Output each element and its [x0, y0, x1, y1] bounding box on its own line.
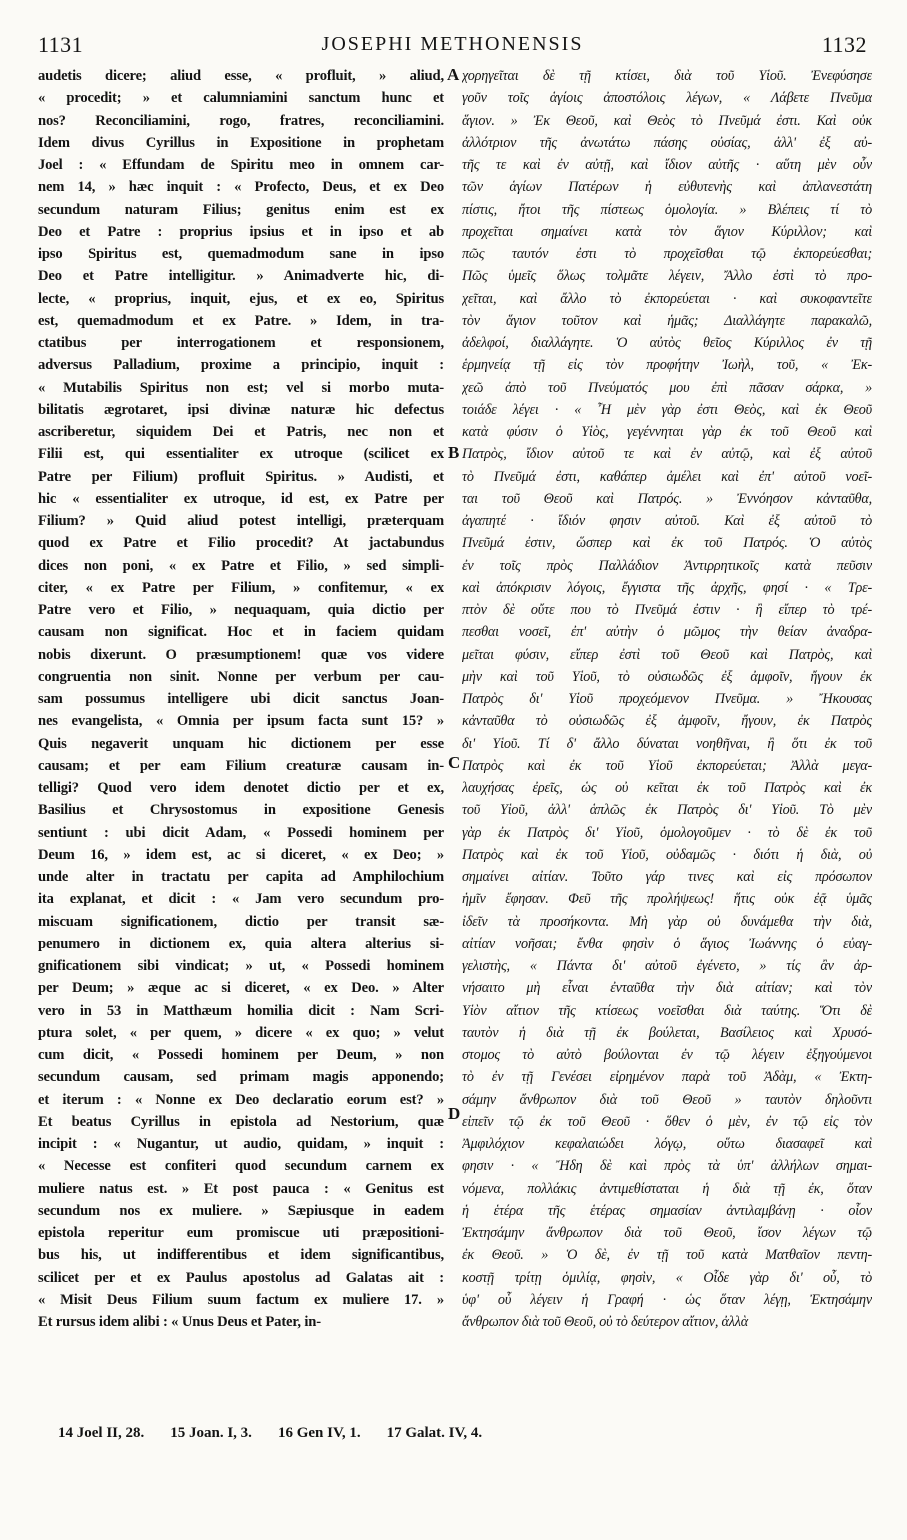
latin-text-line: nem 14, » hæc inquit : « Profecto, Deus, et ex Deo — [38, 179, 444, 196]
section-marker-a: A — [447, 65, 460, 84]
latin-text-line: bilitatis ægrotaret, ipsi divinæ naturæ hic defectus — [38, 401, 444, 418]
greek-text-line: ἐκ Θεοῦ. » Ὁ δὲ, ἐν τῇ τοῦ κατὰ Ματθαῖον πεντη- — [462, 1247, 872, 1264]
latin-text-line: epistola reperitur eum promiscue uti præpositioni- — [38, 1225, 444, 1241]
greek-text-line: τοιάδε λέγει · « Ἦ μὲν γὰρ ἐστι Θεὸς, καὶ ἐκ Θεοῦ — [462, 401, 872, 418]
latin-text-line: unde alter in tractatu per capita ad Amphilochium — [38, 869, 444, 885]
latin-text-line: nobis dixerunt. O præsumptionem! quæ vos videre — [38, 646, 444, 663]
latin-text-line: Basilius et Chrysostomus in expositione Genesis — [38, 802, 444, 819]
footnotes — [58, 1425, 618, 1442]
page-number-right: 1132 — [821, 32, 867, 57]
greek-text-line: τῆς τε καὶ ἐν αὐτῇ, καὶ ἴδιον αὐτῆς · αὕτη μὲν οὖν — [462, 157, 872, 173]
greek-text-line: μεῖται φύσιν, εἴπερ ἐστὶ τοῦ Θεοῦ καὶ Πατρὸς, καὶ — [462, 646, 872, 663]
running-header — [38, 32, 867, 60]
greek-text-line: Ἐκτησάμην ἄνθρωπον διὰ τοῦ Θεοῦ, ἴσον λέγων τῷ — [462, 1225, 872, 1241]
latin-text-line: bus his, ut indifferentibus et idem significantibus, — [38, 1247, 444, 1264]
latin-text-line: per Deum; » æque ac si diceret, « ex Deo. » Alter — [38, 980, 444, 997]
latin-text-line: ptura solet, « per quem, » dicere « ex quo; » velut — [38, 1024, 444, 1041]
greek-text-line: Πατρὸς δι' Υἱοῦ προχεόμενον Πνεῦμα. » Ἤκουσας — [462, 691, 872, 707]
latin-text-line: ita explanat, et dicit : « Jam vero secundum pro- — [38, 891, 444, 908]
greek-text-line: πίστις, ἤτοι τῆς πίστεως ὁμολογία. » Βλέπεις τί τὸ — [462, 201, 872, 218]
greek-text-line: προχεῖται σημαίνει κατὰ τὸν ἅγιον Κύριλλον; καὶ — [462, 223, 872, 240]
greek-text-line: σημαίνει αἰτίαν. Τοῦτο γάρ τινες καὶ εἰς πρόσωπον — [462, 869, 872, 885]
latin-text-line: hic « essentialiter ex utroque, id est, ex Patre per — [38, 490, 444, 507]
greek-text-line: καὶ ἀπόκρισιν λόγοις, ἔγγιστα τῆς ἀρχῆς, φησί · « Τρε- — [462, 579, 872, 596]
greek-text-line: Υἱὸν αἴτιον τῆς κτίσεως νοεῖσθαι διὰ ταύτης. Ὅτι δὲ — [462, 1002, 872, 1019]
greek-text-line: γὰρ ἐκ Πατρὸς δι' Υἱοῦ, ὁμολογοῦμεν · τὸ δὲ ἐκ τοῦ — [462, 824, 872, 841]
latin-text-line: ipso Spiritus est, quemadmodum sane in ipso — [38, 246, 444, 262]
greek-text-line: τὸν ἅγιον τοῦτον καὶ ἡμᾶς; Διαλλάγητε παρακαλῶ, — [462, 312, 872, 329]
greek-text-line: σάμην ἄνθρωπον διὰ τοῦ Θεοῦ » ταυτὸν δηλοῦντι — [462, 1091, 872, 1108]
section-marker-d: D — [448, 1104, 461, 1123]
greek-text-line: ται τοῦ Θεοῦ καὶ Πατρός. » Ἐννόησον κἀνταῦθα, — [462, 490, 872, 507]
greek-text-line: ὑφ' οὗ λέγειν ἡ Γραφή · ὡς ὅταν λέγῃ, Ἐκτησάμην — [462, 1291, 872, 1308]
latin-text-line: telligi? Quod vero idem denotet dictio per et ex, — [38, 780, 444, 796]
latin-text-line: ascriberetur, siquidem Dei et Patris, nec non et — [38, 424, 444, 440]
greek-text-line: Πατρὸς, ἴδιον αὐτοῦ τε καὶ ἐν αὐτῷ, καὶ ἐξ αὐτοῦ — [462, 446, 872, 463]
latin-text-line: est, quemadmodum et ex Patre. » Idem, in tra- — [38, 312, 444, 329]
latin-text-line: lecte, « proprius, inquit, ejus, et ex eo, Spiritus — [38, 290, 444, 307]
greek-text-line: στομος τὸ αὐτὸ βούλονται ἐν τῷ λέγειν ἐξηγούμενοι — [462, 1047, 872, 1063]
greek-text-line: πτὸν δὲ οὔτε που τὸ Πνεῦμά ἐστιν · ἢ εἴπερ τὸ τρέ- — [462, 602, 872, 618]
latin-text-line: congruentia non sinit. Nonne per verbum per cau- — [38, 668, 444, 685]
latin-text-line: Et rursus idem alibi : « Unus Deus et Pater, in- — [38, 1314, 321, 1330]
latin-text-line: adversus Palladium, proxime a principio, inquit : — [38, 357, 444, 374]
latin-text-line: causam non significat. Hoc et in faciem quidam — [38, 624, 444, 641]
latin-text-line: ctatibus per interrogationem et responsionem, — [38, 335, 444, 351]
greek-text-line: ἑρμηνείᾳ τῇ εἰς τὸν προφήτην Ἰωὴλ, τοῦ, « Ἐκ- — [462, 357, 872, 374]
greek-text-line: αἰτίαν νοῆσαι; ἔνθα φησὶν ὁ ἅγιος Ἰωάννης ὁ εὐαγ- — [462, 935, 872, 952]
latin-text-line: Et beatus Cyrillus in epistola ad Nestorium, quæ — [38, 1113, 444, 1130]
greek-column — [462, 65, 872, 1333]
latin-text-line: nos? Reconciliamini, rogo, fratres, reconciliamini. — [38, 112, 444, 129]
running-title: JOSEPHI METHONENSIS — [321, 33, 584, 55]
footnote: 15 Joan. I, 3. — [170, 1425, 252, 1441]
latin-text-line: dices non poni, « ex Patre et Filio, » sed simpli- — [38, 557, 444, 574]
latin-text-line: secundum naturam Filius; genitus enim est ex — [38, 201, 444, 218]
latin-text-line: « Misit Deus Filium suum factum ex muliere 17. » — [38, 1291, 444, 1308]
latin-text-line: Filii est, qui essentialiter ex utroque (scilicet ex — [38, 446, 444, 463]
latin-text-line: « Necesse est confiteri quod secundum carnem ex — [38, 1158, 444, 1175]
greek-text-line: λαυχήσας ἐρεῖς, ὡς οὐ κεῖται ἐκ τοῦ Πατρὸς καὶ ἐκ — [462, 780, 872, 796]
latin-text-line: Joel : « Effundam de Spiritu meo in omnem car- — [38, 157, 444, 173]
greek-text-line: ἡ ἑτέρα τῆς ἑτέρας σημασίαν ἀντιλαμβάνῃ · οἷον — [462, 1202, 872, 1219]
greek-text-line: χεῖται, καὶ ἄλλο τὸ ἐκπορεύεται · καὶ συκοφαντεῖτε — [462, 290, 872, 307]
latin-text-line: Filium? » Quid aliud potest intelligi, præterquam — [38, 513, 444, 529]
greek-text-line: ἐν τοῖς πρὸς Παλλάδιον Ἀντιρρητικοῖς κατὰ πεῦσιν — [462, 557, 872, 574]
greek-text-line: εἰπεῖν τῷ ἐκ τοῦ Θεοῦ · ὅθεν ὁ μὲν, ἐν τῷ εἰς τὸν — [462, 1113, 872, 1130]
greek-text-line: τὸ Πνεῦμά ἐστι, καθάπερ ἀμέλει καὶ ἐπ' αὐτοῦ νοεῖ- — [462, 468, 872, 485]
latin-text-line: incipit : « Nugantur, ut audio, quidam, » inquit : — [38, 1136, 444, 1152]
latin-text-line: nes evangelista, « Omnia per ipsum facta sunt 15? » — [38, 713, 444, 730]
latin-text-line: vero in 53 in Matthæum homilia dicit : Nam Scri- — [38, 1002, 444, 1019]
greek-text-line: Πῶς ὑμεῖς ὅλως τολμᾶτε λέγειν, Ἄλλο ἐστὶ τὸ προ- — [462, 268, 872, 285]
page-number-left: 1131 — [38, 32, 84, 57]
greek-text-line: δι' Υἱοῦ. Τί δ' ἄλλο δύναται νοηθῆναι, ἢ ὅτι ἐκ τοῦ — [462, 735, 872, 752]
latin-text-line: Patre vero et Filio, » nequaquam, quia dictio per — [38, 602, 444, 618]
latin-text-line: penumero in dictionem ex, quia altera alterius si- — [38, 935, 444, 952]
greek-text-line: μὴν καὶ τοῦ Υἱοῦ, τὸ οὐσιωδῶς ἐξ ἀμφοῖν, ἤγουν ἐκ — [462, 668, 872, 685]
latin-text-line: « Mutabilis Spiritus non est; vel si morbo muta- — [38, 379, 444, 396]
latin-text-line: secundum causam, sed primam magis apponendo; — [38, 1069, 444, 1086]
greek-text-line: κοστῇ τρίτῃ ὁμιλίᾳ, φησὶν, « Οἶδε γὰρ δι' οὗ, τὸ — [462, 1269, 872, 1286]
greek-text-line: Πατρὸς καὶ ἐκ τοῦ Υἱοῦ, οὐδαμῶς · διότι ἡ διὰ, οὐ — [462, 846, 872, 863]
greek-text-line: κἀνταῦθα τὸ οὐσιωδῶς ἐξ ἀμφοῖν, ἤγουν, ἐκ Πατρὸς — [462, 713, 872, 730]
latin-text-line: Deum 16, » idem est, ac si diceret, « ex Deo; » — [38, 846, 444, 863]
greek-text-line: κατὰ φύσιν ὁ Υἱὸς, γεγέννηται γὰρ ἐκ τοῦ Θεοῦ καὶ — [462, 424, 872, 440]
greek-text-line: πῶς ταυτόν ἐστι τὸ προχεῖσθαι τῷ ἐκπορεύεσθαι; — [462, 246, 872, 262]
greek-text-line: ἀγαπητέ · ἴδιόν φησιν αὐτοῦ. Καὶ ἐξ αὐτοῦ τὸ — [462, 513, 872, 529]
greek-text-line: ἰδεῖν τὰ προσήκοντα. Μὴ γὰρ οὐ δυνάμεθα τὴν διὰ, — [462, 913, 872, 930]
latin-text-line: sam possumus intelligere ubi dicit sanctus Joan- — [38, 691, 444, 707]
footnote: 17 Galat. IV, 4. — [386, 1425, 483, 1441]
latin-text-line: audetis dicere; aliud esse, « profluit, » aliud, — [38, 68, 444, 84]
greek-text-line: φησιν · « Ἤδη δὲ καὶ πρὸς τὰ ὑπ' ἀλλήλων σημαι- — [462, 1158, 872, 1175]
latin-text-line: « procedit; » et calumniamini sanctum hunc et — [38, 90, 444, 107]
footnote: 14 Joel II, 28. — [58, 1425, 145, 1441]
greek-text-line: ἅγιον. » Ἐκ Θεοῦ, καὶ Θεὸς τὸ Πνεῦμά ἐστι. Καὶ οὐκ — [462, 112, 872, 129]
greek-text-line: τῶν ἁγίων Πατέρων ἡ εὐθυτενὴς καὶ ἀπλανεστάτη — [462, 179, 872, 196]
greek-text-line: ταυτὸν ἡ διὰ τῇ ἐκ βούλεται, Βασίλειος καὶ Χρυσό- — [462, 1024, 872, 1041]
greek-text-line: Ἀμφιλόχιον κεφαλαιώδει λόγῳ, οὕτω διασαφεῖ καὶ — [462, 1136, 872, 1152]
greek-text-line: ἀδελφοί, διαλλάγητε. Ὁ αὐτὸς θεῖος Κύριλλος ἐν τῇ — [462, 335, 872, 351]
footnote: 16 Gen IV, 1. — [277, 1425, 361, 1441]
greek-text-line: ἀλλότριον τῆς ἀνωτάτω πάσης οὐσίας, ἀλλ' ἐξ αὐ- — [462, 134, 872, 151]
greek-text-line: γοῦν τοῖς ἁγίοις ἀποστόλοις λέγων, « Λάβετε Πνεῦμα — [462, 90, 872, 107]
greek-text-line: νήσαιτο μὴ εἶναι ἐνταῦθα τὴν διὰ αἰτίαν; καὶ τὸν — [462, 980, 872, 997]
latin-text-line: quod ex Patre et Filio procedit? At jactabundus — [38, 535, 444, 552]
latin-text-line: miscuam significationem, dictio per transit sæ- — [38, 913, 444, 930]
latin-column — [38, 65, 444, 1333]
greek-text-line: τοῦ Υἱοῦ, ἀλλ' ἁπλῶς ἐκ Πατρὸς δι' Υἱοῦ. Τὸ μὲν — [462, 802, 872, 819]
greek-text-line: τὸ ἐν τῇ Γενέσει εἰρημένον παρὰ τοῦ Ἀδὰμ, « Ἐκτη- — [462, 1069, 872, 1086]
latin-text-line: et iterum : « Nonne ex Deo declaratio eorum est? » — [38, 1091, 444, 1108]
latin-text-line: Idem divus Cyrillus in Expositione in prophetam — [38, 134, 444, 151]
greek-text-line: γελιστὴς, « Πάντα δι' αὐτοῦ ἐγένετο, » τίς ἂν ἀρ- — [462, 958, 872, 974]
latin-text-line: cum dicit, « Possedi hominem per Deum, » non — [38, 1047, 444, 1063]
latin-text-line: sentiunt : ubi dicit Adam, « Possedi hominem per — [38, 824, 444, 841]
greek-text-line: Πνεῦμά ἐστιν, ὥσπερ καὶ ἐκ τοῦ Πατρός. Ὁ αὐτὸς — [462, 535, 872, 552]
latin-text-line: Deo et Patre intelligitur. » Animadverte hic, di- — [38, 268, 444, 285]
latin-text-line: citer, « ex Patre per Filium, » confitemur, « ex — [38, 579, 444, 596]
greek-text-line: ἄνθρωπον διὰ τοῦ Θεοῦ, οὐ τὸ δεύτερον αἴτιον, ἀλλὰ — [462, 1314, 748, 1330]
latin-text-line: Deo et Patre : proprius ipsius et in ipso et ab — [38, 223, 444, 240]
greek-text-line: νόμενα, πολλάκις ἀντιμεθίσταται ἡ διὰ τῇ ἐκ, ὅταν — [462, 1180, 872, 1197]
greek-text-line: χορηγεῖται δὲ τῇ κτίσει, διὰ τοῦ Υἱοῦ. Ἐνεφύσησε — [462, 68, 872, 84]
greek-text-line: χεῶ ἀπὸ τοῦ Πνεύματός μου ἐπὶ πᾶσαν σάρκα, » — [462, 379, 872, 396]
greek-text-line: ἡμῖν ἔφησαν. Φεῦ τῆς προλήψεως! ἥτις οὐκ ἐᾷ ὑμᾶς — [462, 891, 872, 908]
greek-text-line: Πατρὸς καὶ ἐκ τοῦ Υἱοῦ ἐκπορεύεται; Ἀλλὰ μεγα- — [462, 757, 872, 774]
latin-text-line: Patre per Filium) profluit Spiritus. » Audisti, et — [38, 468, 444, 485]
latin-text-line: scilicet per et ex Paulus apostolus ad Galatas ait : — [38, 1269, 444, 1286]
section-marker-b: B — [448, 443, 460, 462]
latin-text-line: gnificationem sibi vindicat; » ut, « Possedi hominem — [38, 958, 444, 974]
greek-text-line: πεσθαι νοσεῖ, ἐπ' αὐτὴν ὁ μῶμος τὴν θείαν ἀναδρα- — [462, 624, 872, 641]
latin-text-line: causam; et per eam Filium creaturæ causam in- — [38, 757, 444, 774]
latin-text-line: secundum nos ex muliere. » Sæpiusque in eadem — [38, 1202, 444, 1219]
latin-text-line: Quis negaverit unquam hic dictionem per esse — [38, 735, 444, 752]
section-marker-c: C — [448, 753, 461, 772]
latin-text-line: muliere natus est. » Et post pauca : « Genitus est — [38, 1180, 444, 1197]
